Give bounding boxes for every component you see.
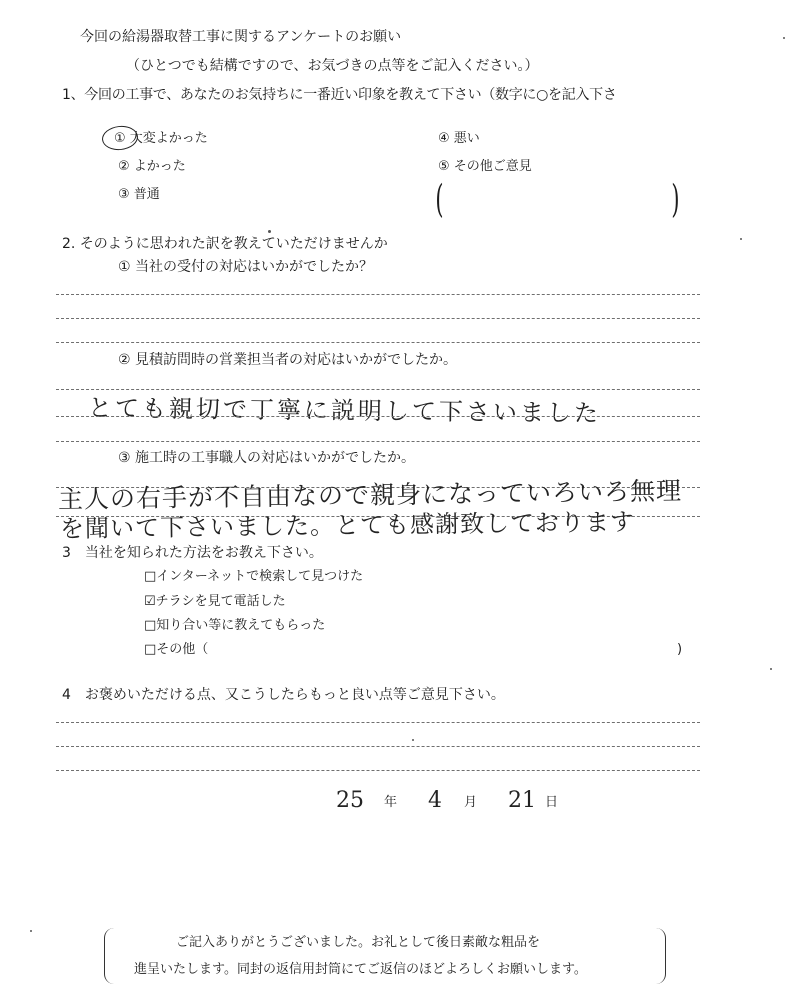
question-3-text: 3 当社を知られた方法をお教え下さい。 [62,545,323,561]
scan-speck [740,238,742,240]
date-month-unit: 月 [464,795,478,810]
answer-line [56,416,700,417]
q2-sub-question-3: ③ 施工時の工事職人の対応はいかがでしたか。 [118,450,415,466]
date-year-unit: 年 [384,795,398,810]
answer-line [56,342,700,343]
q2-sub-answer-3-line-1: 主人の右手が不自由なので親身になっていろいろ無理 [57,476,683,514]
scan-speck [30,930,32,932]
answer-line [56,441,700,442]
answer-line [56,746,700,747]
scan-speck [268,230,271,233]
q1-option-5[interactable]: ⑤ その他ご意見 [438,159,532,174]
q3-option-acquaintance[interactable]: □知り合い等に教えてもらった [144,618,326,633]
answer-line [56,770,700,771]
date-month-value: 4 [428,788,442,813]
q1-other-paren-open: ( [435,177,444,221]
q1-option-2[interactable]: ② よかった [118,159,186,174]
question-2-text: 2. そのように思われた訳を教えていただけませんか [62,236,388,252]
answer-line [56,318,700,319]
q1-option-4[interactable]: ④ 悪い [438,131,480,146]
footer-note-line-2: 進呈いたします。同封の返信用封筒にてご返信のほどよろしくお願いします。 [134,962,587,977]
q3-option-internet[interactable]: □インターネットで検索して見つけた [144,569,364,584]
q2-sub-question-2: ② 見積訪問時の営業担当者の対応はいかがでしたか。 [118,352,457,368]
q3-option-other[interactable]: □その他（ [144,642,209,657]
q1-option-1[interactable]: ① 大変よかった [114,131,208,146]
answer-line [56,722,700,723]
scan-speck [412,739,414,741]
date-year-value: 25 [336,788,364,813]
q3-option-flyer-checked[interactable]: ☑チラシを見て電話した [144,594,286,609]
scan-speck [770,668,772,670]
answer-line [56,294,700,295]
q1-option-3[interactable]: ③ 普通 [118,187,160,202]
question-1-text: 1、今回の工事で、あなたのお気持ちに一番近い印象を教えて下さい（数字に○を記入下さ [62,87,617,103]
survey-subtitle: （ひとつでも結構ですので、お気づきの点等をご記入ください。） [126,58,539,74]
survey-title: 今回の給湯器取替工事に関するアンケートのお願い [80,29,402,45]
q2-sub-question-1: ① 当社の受付の対応はいかがでしたか？ [118,259,373,275]
date-day-unit: 日 [545,795,559,810]
q1-other-paren-close: ) [671,177,680,221]
q2-sub-answer-3-line-2: を聞いて下さいました。とても感謝致しております [59,507,636,543]
date-day-value: 21 [508,788,536,813]
footer-note-line-1: ご記入ありがとうございました。お礼として後日素敵な粗品を [176,935,541,950]
q3-other-paren-close: ) [677,642,683,657]
scan-speck [783,37,785,39]
question-4-text: 4 お褒めいただける点、又こうしたらもっと良い点等ご意見下さい。 [62,687,505,703]
q2-sub-answer-2: とても親切で丁寧に説明して下さいました [87,394,602,428]
answer-line [56,389,700,390]
